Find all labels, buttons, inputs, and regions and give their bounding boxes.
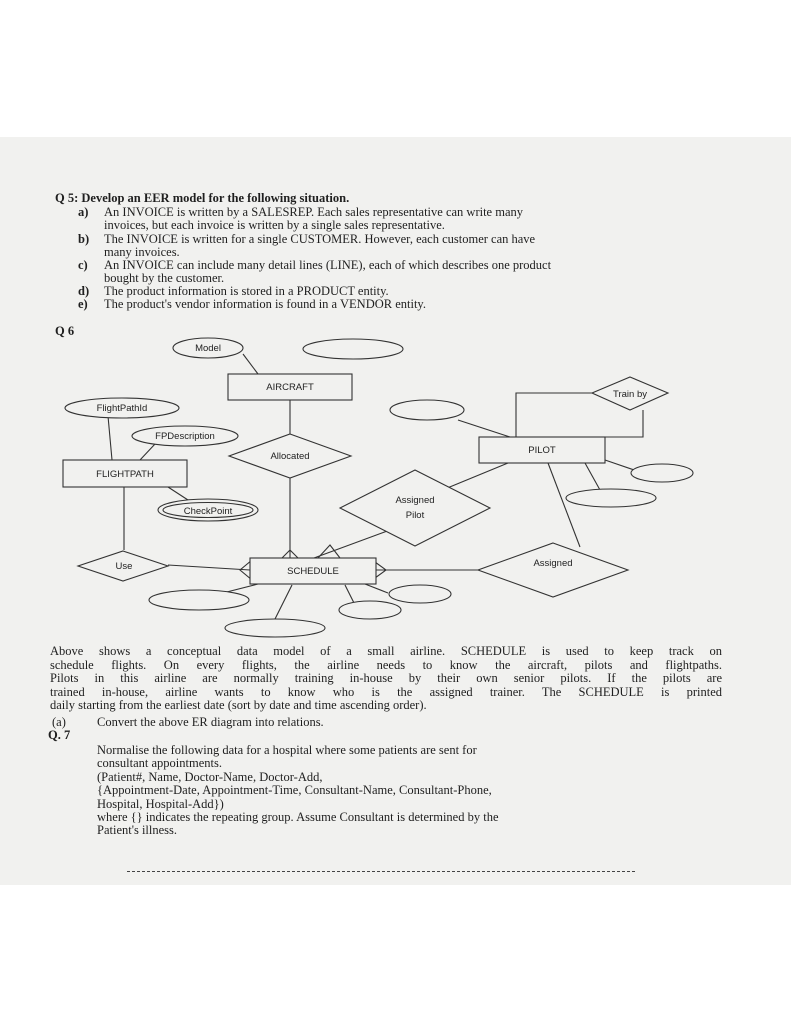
rel-trainby-label: Train by bbox=[613, 389, 647, 400]
paragraph-line: daily starting from the earliest date (sort by date and time ascending order). bbox=[50, 698, 427, 713]
item-line: many invoices. bbox=[104, 245, 180, 259]
attr-model-label: Model bbox=[195, 343, 221, 354]
item-line: invoices, but each invoice is written by a single sales representative. bbox=[104, 218, 445, 232]
q7-line: Patient's illness. bbox=[97, 823, 178, 838]
rel-assigned-pilot-label-2: Pilot bbox=[405, 510, 425, 521]
connector-line bbox=[440, 463, 508, 491]
item-label: d) bbox=[78, 284, 90, 298]
q6-paragraph bbox=[50, 645, 722, 713]
connector-line bbox=[314, 530, 390, 558]
item-label: c) bbox=[78, 258, 88, 272]
q7-line: Normalise the following data for a hospital where some patients are sent for bbox=[97, 743, 477, 757]
item-line: The product's vendor information is found in a VENDOR entity. bbox=[104, 297, 426, 311]
attribute-ellipse bbox=[225, 619, 325, 637]
connector-line bbox=[458, 420, 510, 437]
rel-use-label: Use bbox=[115, 561, 133, 572]
connector-line bbox=[585, 463, 600, 490]
entity-pilot-label: PILOT bbox=[528, 445, 556, 456]
relationship-diamond bbox=[478, 543, 628, 597]
entity-flightpath-label: FLIGHTPATH bbox=[96, 469, 154, 480]
crows-foot bbox=[318, 545, 340, 558]
q7-line: {Appointment-Date, Appointment-Time, Consultant-Name, Consultant-Phone, bbox=[97, 783, 492, 798]
item-line: The product information is stored in a PRODUCT entity. bbox=[104, 284, 389, 298]
item-line: bought by the customer. bbox=[104, 271, 225, 285]
item-line: The INVOICE is written for a single CUSTOMER. However, each customer can have bbox=[104, 232, 536, 246]
connector-line bbox=[140, 444, 155, 460]
rel-allocated-label: Allocated bbox=[270, 451, 310, 462]
paragraph-line: schedule flights. On every flights, the airline needs to know the aircraft, pilots and flightpaths. bbox=[50, 657, 722, 672]
connector-line bbox=[365, 584, 388, 593]
paragraph-line: Pilots in this airline are normally training in-house by their own senior pilots. If the pilots are bbox=[50, 671, 722, 686]
item-label: a) bbox=[78, 205, 89, 219]
dashed-divider bbox=[127, 871, 635, 872]
entity-aircraft-label: AIRCRAFT bbox=[266, 382, 314, 393]
attribute-ellipse bbox=[566, 489, 656, 507]
attr-flightpathid-label: FlightPathId bbox=[96, 403, 148, 414]
attribute-ellipse bbox=[303, 339, 403, 359]
entity-schedule-label: SCHEDULE bbox=[287, 566, 339, 577]
item-label: b) bbox=[78, 232, 90, 246]
q7-line: consultant appointments. bbox=[97, 756, 222, 771]
rel-assigned-pilot-label-1: Assigned bbox=[395, 495, 435, 506]
q7-line: (Patient#, Name, Doctor-Name, Doctor-Add, bbox=[97, 769, 323, 784]
attribute-ellipse bbox=[390, 400, 464, 420]
connector-line bbox=[548, 463, 580, 547]
q7-line: Hospital, Hospital-Add}) bbox=[97, 796, 224, 811]
item-line: An INVOICE is written by a SALESREP. Each sales representative can write many bbox=[104, 205, 523, 219]
connector-line bbox=[108, 416, 112, 460]
connector-line bbox=[605, 410, 643, 437]
attribute-ellipse bbox=[339, 601, 401, 619]
connector-line bbox=[516, 393, 594, 437]
q5-heading: Q 5: Develop an EER model for the following situation. bbox=[55, 191, 350, 205]
connector-line bbox=[168, 487, 188, 500]
relationship-diamond bbox=[340, 470, 490, 546]
attr-checkpoint-label: CheckPoint bbox=[183, 506, 233, 517]
attribute-ellipse bbox=[149, 590, 249, 610]
paragraph-line: trained in-house, airline wants to know who is the assigned trainer. The SCHEDULE is printed bbox=[50, 684, 722, 699]
q6-task-text: Convert the above ER diagram into relations. bbox=[97, 715, 324, 729]
q7-heading: Q. 7 bbox=[48, 728, 71, 742]
q6-heading: Q 6 bbox=[55, 324, 75, 338]
q7-body bbox=[97, 744, 499, 838]
attr-fpdescription-label: FPDescription bbox=[155, 431, 215, 442]
connector-line bbox=[168, 565, 250, 570]
connector-line bbox=[243, 354, 258, 374]
paragraph-line: Above shows a conceptual data model of a small airline. SCHEDULE is used to keep track on bbox=[50, 644, 722, 658]
q7-line: where {} indicates the repeating group. Assume Consultant is determined by the bbox=[97, 810, 499, 825]
attribute-ellipse bbox=[389, 585, 451, 603]
rel-assigned-label: Assigned bbox=[533, 558, 573, 569]
item-label: e) bbox=[78, 297, 88, 311]
q6-task-label: (a) bbox=[52, 715, 66, 729]
attribute-ellipse bbox=[631, 464, 693, 482]
item-line: An INVOICE can include many detail lines (LINE), each of which describes one product bbox=[104, 258, 552, 272]
